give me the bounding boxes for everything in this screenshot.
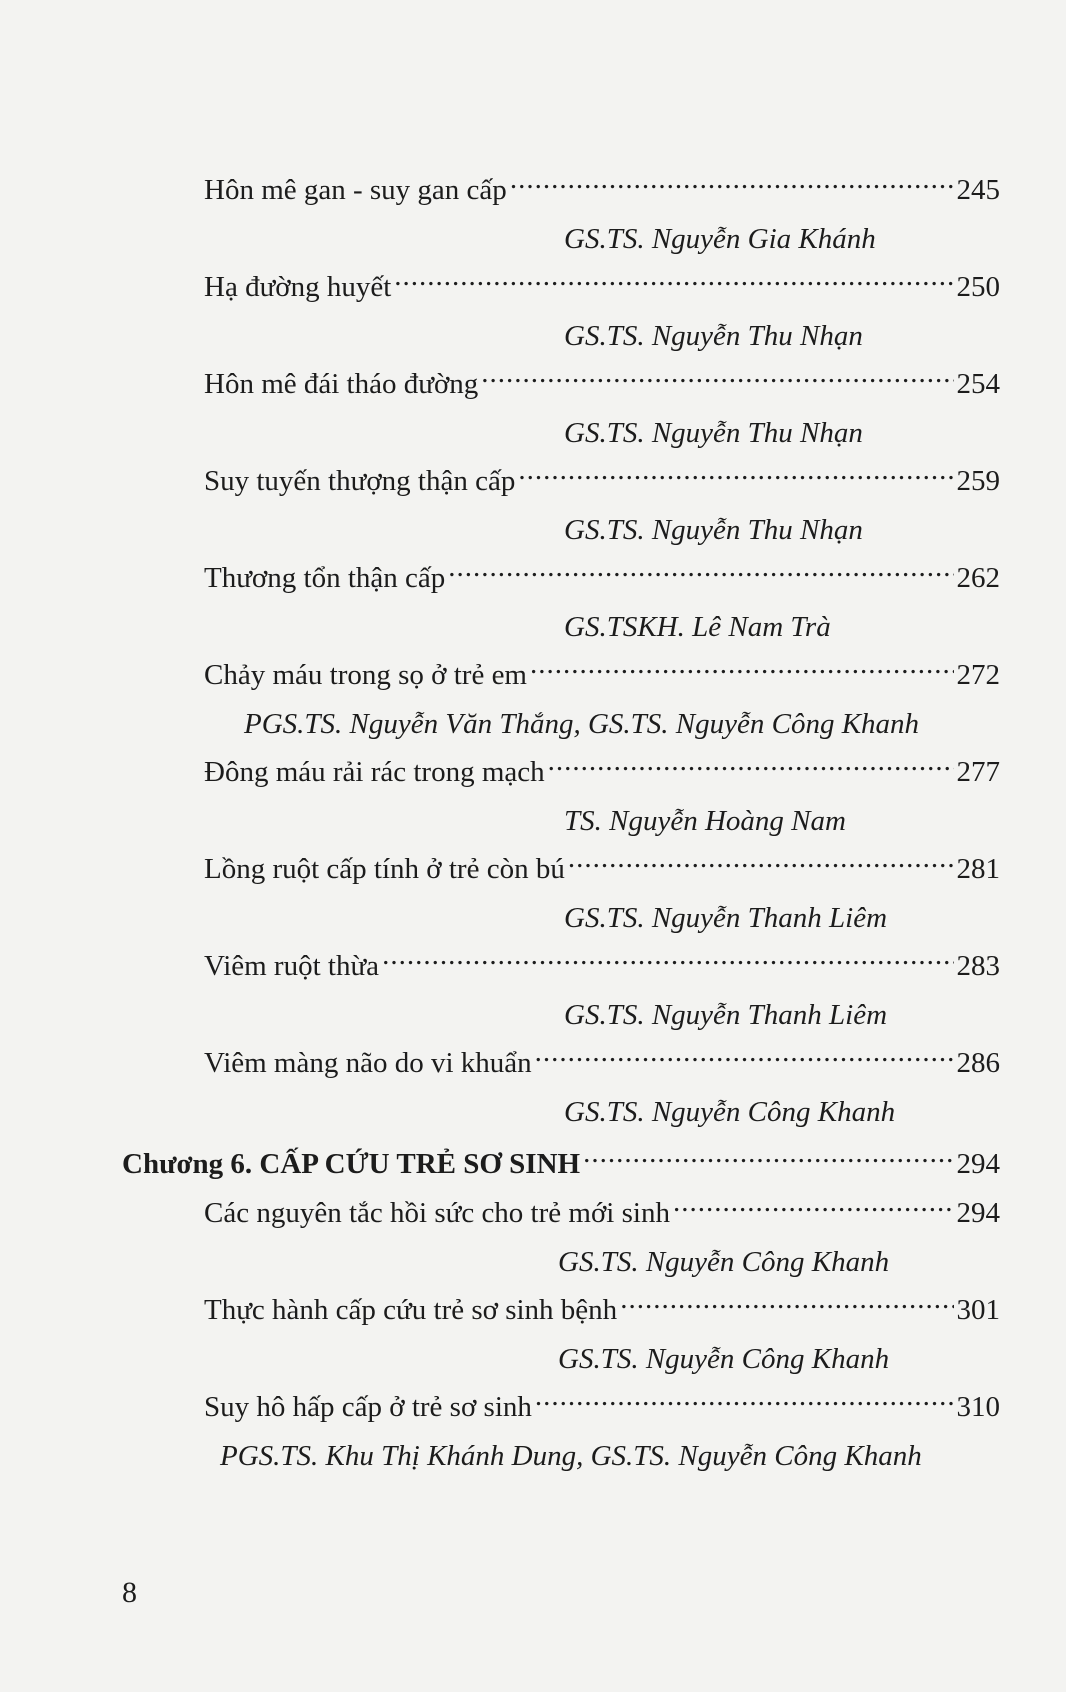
toc-page-number: 245 (956, 174, 1000, 206)
dot-leader (394, 267, 953, 296)
toc-page-number: 262 (956, 562, 1000, 594)
toc-entry-row (120, 845, 1000, 894)
toc-entry-author: PGS.TS. Khu Thị Khánh Dung, GS.TS. Nguyễn Công Khanh (220, 1440, 922, 1472)
toc-entry-author: GS.TS. Nguyễn Thu Nhạn (564, 417, 863, 449)
toc-entry-author: GS.TS. Nguyễn Thanh Liêm (564, 902, 888, 934)
page-number: 8 (122, 1576, 137, 1609)
toc-entry-author: PGS.TS. Nguyễn Văn Thắng, GS.TS. Nguyễn Công Khanh (244, 708, 920, 740)
toc-page-number: 283 (956, 950, 1000, 982)
toc-page-number: 277 (956, 756, 1000, 788)
toc-entry-row (120, 1039, 1000, 1088)
toc-page-number: 250 (956, 271, 1000, 303)
toc-entry-row (120, 651, 1000, 700)
toc-entry-author: TS. Nguyễn Hoàng Nam (564, 805, 846, 837)
toc-entry-title: Viêm màng não do vi khuẩn (204, 1047, 532, 1079)
toc-entry-row (120, 360, 1000, 409)
toc-entry-title: Hạ đường huyết (204, 271, 392, 303)
toc-entry-row (120, 554, 1000, 603)
toc-entry-author: GS.TS. Nguyễn Công Khanh (558, 1246, 890, 1278)
dot-leader (448, 558, 953, 587)
toc-chapter-row (120, 1140, 1000, 1189)
dot-leader (382, 946, 953, 975)
dot-leader (535, 1043, 954, 1072)
toc-entry-author: GS.TS. Nguyễn Thu Nhạn (564, 320, 863, 352)
dot-leader (481, 364, 953, 393)
toc-page-number: 294 (956, 1148, 1000, 1180)
toc-page-number: 259 (956, 465, 1000, 497)
toc-entry-title: Suy hô hấp cấp ở trẻ sơ sinh (204, 1391, 532, 1423)
dot-leader (673, 1193, 954, 1222)
toc-entry-title: Suy tuyến thượng thận cấp (204, 465, 516, 497)
toc-entry-row (120, 1286, 1000, 1335)
toc-entry-title: Thực hành cấp cứu trẻ sơ sinh bệnh (204, 1294, 618, 1326)
toc-entry-author: GS.TS. Nguyễn Công Khanh (558, 1343, 890, 1375)
table-of-contents (120, 166, 1000, 1480)
dot-leader (518, 461, 953, 490)
dot-leader (510, 170, 954, 199)
toc-entry-author: GS.TSKH. Lê Nam Trà (564, 611, 831, 643)
toc-entry-row (120, 166, 1000, 215)
toc-page-number: 310 (956, 1391, 1000, 1423)
toc-page-number: 281 (956, 853, 1000, 885)
toc-entry-row (120, 263, 1000, 312)
dot-leader (583, 1144, 953, 1173)
toc-entry-title: Hôn mê đái tháo đường (204, 368, 479, 400)
dot-leader (530, 655, 954, 684)
toc-page-number: 301 (956, 1294, 1000, 1326)
dot-leader (620, 1290, 953, 1319)
toc-page-number: 294 (956, 1197, 1000, 1229)
toc-entry-title: Thương tổn thận cấp (204, 562, 446, 594)
dot-leader (568, 849, 954, 878)
toc-chapter-title: Chương 6. CẤP CỨU TRẺ SƠ SINH (122, 1148, 581, 1180)
toc-entry-title: Chảy máu trong sọ ở trẻ em (204, 659, 527, 691)
toc-entry-row (120, 1383, 1000, 1432)
toc-entry-row (120, 942, 1000, 991)
toc-entry-row (120, 457, 1000, 506)
toc-page-number: 286 (956, 1047, 1000, 1079)
dot-leader (535, 1387, 954, 1416)
toc-entry-title: Đông máu rải rác trong mạch (204, 756, 545, 788)
toc-entry-author: GS.TS. Nguyễn Thanh Liêm (564, 999, 888, 1031)
toc-entry-title: Lồng ruột cấp tính ở trẻ còn bú (204, 853, 565, 885)
dot-leader (548, 752, 954, 781)
toc-page-number: 254 (956, 368, 1000, 400)
toc-entry-title: Các nguyên tắc hồi sức cho trẻ mới sinh (204, 1197, 670, 1229)
toc-entry-author: GS.TS. Nguyễn Gia Khánh (564, 223, 876, 255)
toc-entry-author: GS.TS. Nguyễn Thu Nhạn (564, 514, 863, 546)
toc-entry-author: GS.TS. Nguyễn Công Khanh (564, 1096, 896, 1128)
toc-page-number: 272 (956, 659, 1000, 691)
toc-entry-row (120, 748, 1000, 797)
toc-entry-title: Viêm ruột thừa (204, 950, 380, 982)
toc-entry-row (120, 1189, 1000, 1238)
toc-entry-title: Hôn mê gan - suy gan cấp (204, 174, 507, 206)
